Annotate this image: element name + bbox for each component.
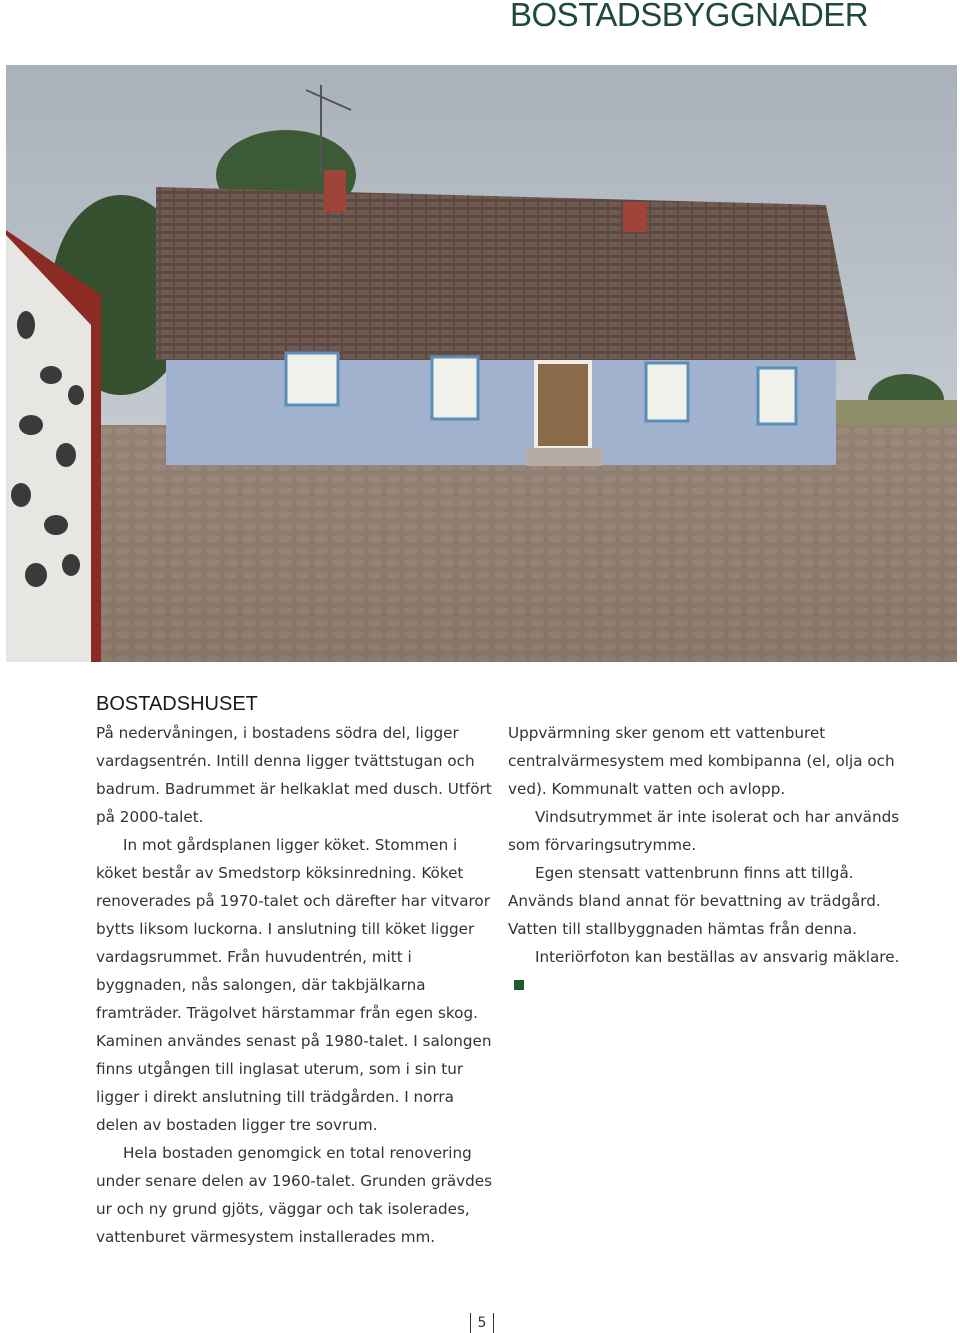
end-of-article-mark — [514, 980, 524, 990]
paragraph: På nedervåningen, i bostadens södra del, ligger vardagsentrén. Intill denna ligger tvättstugan och badrum. Badrummet är helkaklat med dusch. Utfört på 2000-talet. — [96, 724, 492, 826]
paragraph-text: Interiörfoton kan beställas av ansvarig mäklare. — [535, 948, 900, 966]
house-photo — [6, 65, 957, 662]
section-title: BOSTADSHUSET — [96, 693, 258, 715]
page-title: BOSTADSBYGGNADER — [510, 0, 869, 33]
paragraph: Uppvärmning sker genom ett vattenburet centralvärmesystem med kombipanna (el, olja och ved). Kommunalt vatten och avlopp. — [508, 724, 895, 798]
left-column — [96, 691, 496, 1251]
paragraph: Hela bostaden genomgick en total renovering under senare delen av 1960-talet. Grunden grävdes ur och ny grund gjöts, väggar och tak isolerades, vattenburet värmesystem installerades mm. — [96, 1144, 493, 1246]
paragraph: Egen stensatt vattenbrunn finns att tillgå. Används bland annat för bevattning av trädgård. Vatten till stallbyggnaden hämtas från denna. — [508, 864, 881, 938]
page-header — [510, 0, 960, 38]
paragraph: Vindsutrymmet är inte isolerat och har används som förvaringsutrymme. — [508, 808, 900, 854]
right-column — [508, 719, 908, 999]
page-number: 5 — [470, 1313, 494, 1333]
paragraph-last — [508, 943, 908, 999]
paragraph: In mot gårdsplanen ligger köket. Stommen i köket består av Smedstorp köksinredning. Köket renoverades på 1970-talet och därefter har vitvaror bytts liksom luckorna. I anslutning till köket ligger vardagsrummet. Från huvudentrén, mitt i byggnaden, nås salongen, där takbjälkarna framträder. Trägolvet härstammar från egen skog. Kaminen användes senast på 1980-talet. I salongen finns utgången till inglasat uterum, som i sin tur ligger i direkt anslutning till trädgården. I norra delen av bostaden ligger tre sovrum. — [96, 836, 492, 1134]
